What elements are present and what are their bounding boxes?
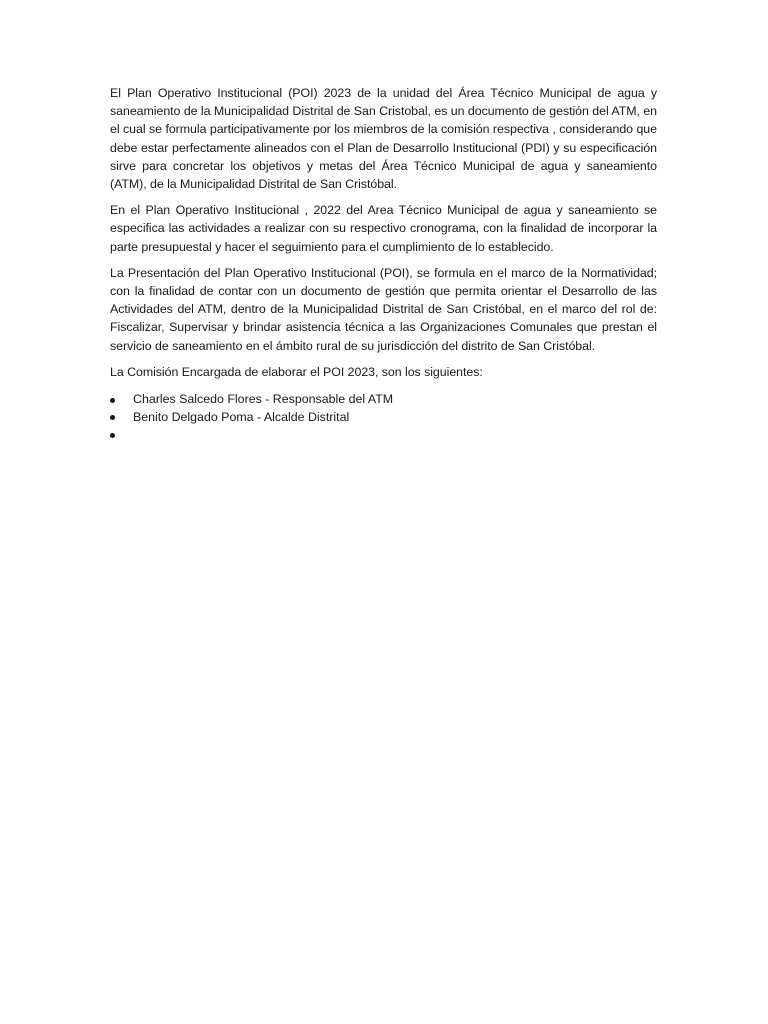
list-item <box>110 426 657 444</box>
bullet-icon <box>110 398 115 403</box>
bullet-icon <box>110 415 115 420</box>
list-item <box>110 409 657 427</box>
document-body <box>110 84 657 444</box>
member-name: Benito Delgado Poma - Alcalde Distrital <box>133 409 350 424</box>
paragraph-poi-description: El Plan Operativo Institucional (POI) 2023 de la unidad del Área Técnico Municipal de agua y saneamiento de la Municipalidad Distrital de San Cristobal, es un documento de gestión del ATM, en el cual se formula participativamente por los miembros de la comisión respectiva , considerando que debe estar perfectamente alineados con el Plan de Desarrollo Institucional (PDI) y su especificación sirve para concretar los objetivos y metas del Área Técnico Municipal de agua y saneamiento (ATM), de la Municipalidad Distrital de San Cristóbal. <box>110 86 657 192</box>
commission-members-list <box>110 391 657 444</box>
paragraph-commission-intro: La Comisión Encargada de elaborar el POI 2023, son los siguientes: <box>110 364 483 379</box>
paragraph-poi-presentation: La Presentación del Plan Operativo Institucional (POI), se formula en el marco de la Normatividad; con la finalidad de contar con un documento de gestión que permita orientar el Desarrollo de las Actividades del ATM, dentro de la Municipalidad Distrital de San Cristóbal, en el marco del rol de: Fiscalizar, Supervisar y brindar asistencia técnica a las Organizaciones Comunales que prestan el servicio de saneamiento en el ámbito rural de su jurisdicción del distrito de San Cristóbal. <box>110 265 657 353</box>
member-name: Charles Salcedo Flores - Responsable del ATM <box>133 392 394 407</box>
paragraph-poi-2022-activities: En el Plan Operativo Institucional , 2022 del Area Técnico Municipal de agua y saneamiento se especifica las actividades a realizar con su respectivo cronograma, con la finalidad de incorporar la parte presupuestal y hacer el seguimiento para el cumplimiento de lo establecido. <box>110 203 657 254</box>
bullet-icon <box>110 433 115 438</box>
list-item <box>110 391 657 409</box>
